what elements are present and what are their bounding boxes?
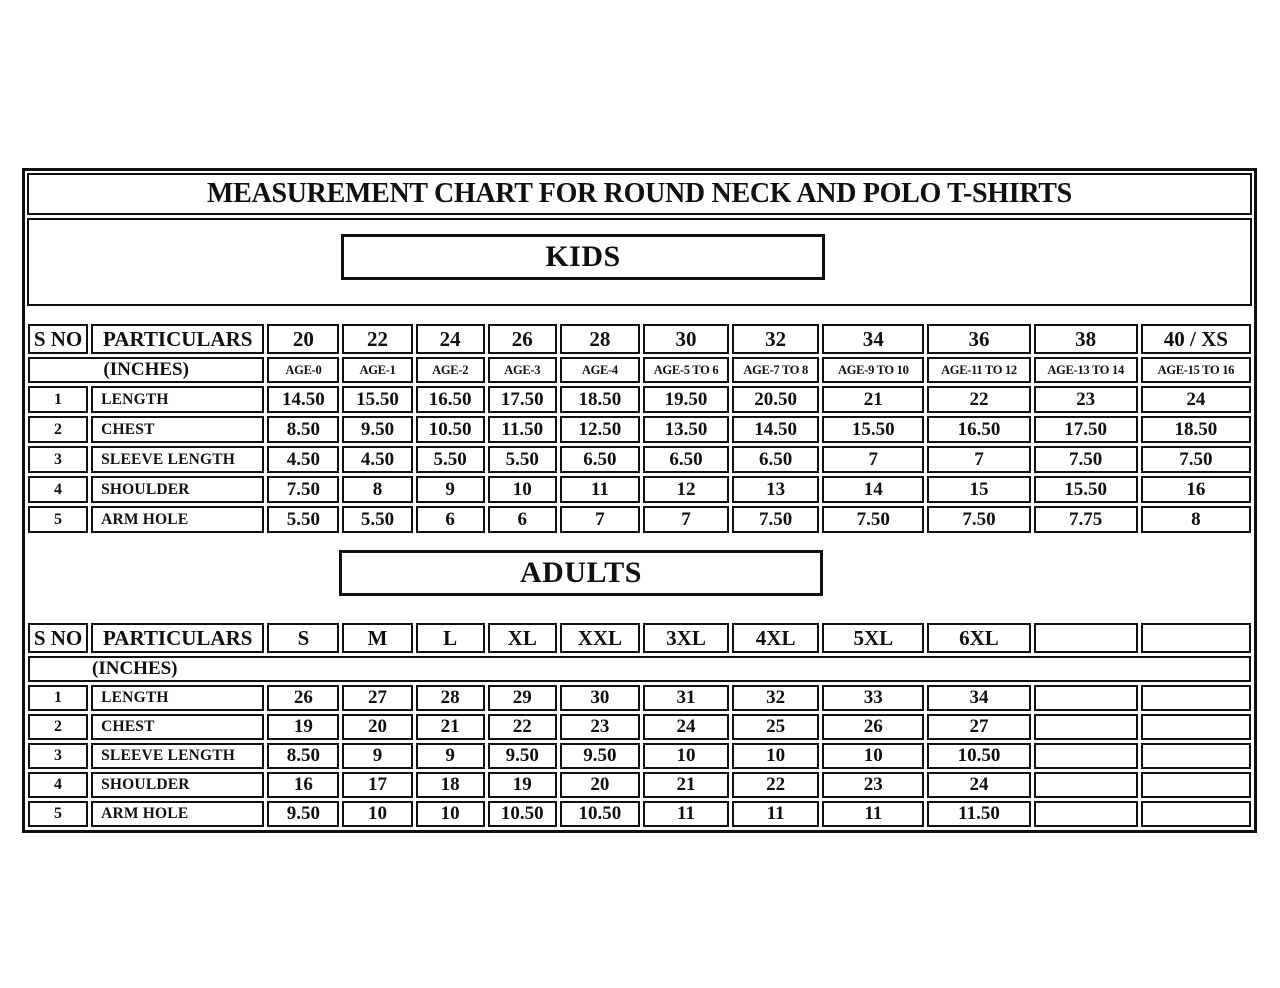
measurement-value	[1034, 685, 1138, 711]
measurement-value: 6.50	[560, 446, 640, 473]
measurement-value: 12.50	[560, 416, 640, 443]
measurement-value: 18.50	[560, 386, 640, 413]
measurement-value: 9.50	[267, 801, 339, 827]
particular-label: LENGTH	[91, 685, 264, 711]
measurement-value	[1141, 772, 1251, 798]
measurement-value: 15.50	[342, 386, 412, 413]
measurement-value: 7.50	[927, 506, 1030, 533]
sno-cell: 1	[28, 386, 88, 413]
age-range-label: AGE-15 TO 16	[1141, 357, 1251, 383]
measurement-value: 23	[822, 772, 924, 798]
measurement-value: 4.50	[342, 446, 412, 473]
age-range-label: AGE-0	[267, 357, 339, 383]
measurement-value: 29	[488, 685, 557, 711]
adults-column-header: 3XL	[643, 623, 729, 653]
measurement-value: 8.50	[267, 743, 339, 769]
sno-cell: 4	[28, 772, 88, 798]
particular-label: LENGTH	[91, 386, 264, 413]
kids-column-header: 24	[416, 324, 485, 354]
measurement-value: 28	[416, 685, 485, 711]
measurement-value: 17.50	[488, 386, 557, 413]
measurement-value: 16.50	[927, 416, 1030, 443]
measurement-value: 7	[560, 506, 640, 533]
measurement-value: 8	[342, 476, 412, 503]
particular-label: CHEST	[91, 714, 264, 740]
measurement-value: 19	[267, 714, 339, 740]
measurement-value: 7.50	[732, 506, 819, 533]
kids-column-header: 36	[927, 324, 1030, 354]
adults-size-table	[25, 620, 1254, 830]
particular-label: SLEEVE LENGTH	[91, 743, 264, 769]
measurement-value: 8	[1141, 506, 1251, 533]
measurement-value: 14.50	[732, 416, 819, 443]
adults-column-header: 4XL	[732, 623, 819, 653]
sno-cell: 1	[28, 685, 88, 711]
measurement-value: 21	[822, 386, 924, 413]
measurement-value: 10	[822, 743, 924, 769]
sno-cell: 4	[28, 476, 88, 503]
measurement-value	[1141, 714, 1251, 740]
measurement-value: 10	[342, 801, 412, 827]
measurement-value	[1141, 801, 1251, 827]
adults-column-header: S	[267, 623, 339, 653]
adults-section-band	[27, 536, 1252, 620]
measurement-value: 22	[488, 714, 557, 740]
measurement-value: 10	[643, 743, 729, 769]
measurement-value: 14	[822, 476, 924, 503]
measurement-value: 7	[643, 506, 729, 533]
measurement-value: 6	[416, 506, 485, 533]
adults-column-header: L	[416, 623, 485, 653]
adults-column-header: XL	[488, 623, 557, 653]
adults-table-row	[28, 743, 1251, 769]
adults-column-header: M	[342, 623, 412, 653]
measurement-value: 34	[927, 685, 1030, 711]
measurement-value: 17.50	[1034, 416, 1138, 443]
measurement-value: 7	[822, 446, 924, 473]
measurement-value: 26	[267, 685, 339, 711]
measurement-value: 8.50	[267, 416, 339, 443]
age-range-label: AGE-9 TO 10	[822, 357, 924, 383]
measurement-value: 16.50	[416, 386, 485, 413]
measurement-value	[1141, 743, 1251, 769]
measurement-value: 19.50	[643, 386, 729, 413]
age-range-label: AGE-2	[416, 357, 485, 383]
measurement-value: 16	[1141, 476, 1251, 503]
kids-column-header: 38	[1034, 324, 1138, 354]
adults-column-header: S NO	[28, 623, 88, 653]
adults-column-header: XXL	[560, 623, 640, 653]
measurement-value: 11	[643, 801, 729, 827]
kids-units-row	[28, 357, 1251, 383]
kids-section-header: KIDS	[341, 234, 825, 280]
measurement-value: 18	[416, 772, 485, 798]
measurement-value: 6.50	[643, 446, 729, 473]
measurement-value: 20	[342, 714, 412, 740]
kids-table-spacer	[25, 306, 1254, 321]
kids-column-header: S NO	[28, 324, 88, 354]
kids-table-row	[28, 416, 1251, 443]
age-range-label: AGE-7 TO 8	[732, 357, 819, 383]
measurement-value: 18.50	[1141, 416, 1251, 443]
measurement-value: 6.50	[732, 446, 819, 473]
measurement-value: 24	[643, 714, 729, 740]
measurement-value: 26	[822, 714, 924, 740]
measurement-value: 7.50	[822, 506, 924, 533]
particular-label: ARM HOLE	[91, 801, 264, 827]
adults-table-row	[28, 772, 1251, 798]
adults-column-header: 5XL	[822, 623, 924, 653]
measurement-value: 21	[643, 772, 729, 798]
kids-column-header: 34	[822, 324, 924, 354]
adults-units-row	[28, 656, 1251, 682]
adults-section-header: ADULTS	[339, 550, 823, 596]
particular-label: ARM HOLE	[91, 506, 264, 533]
age-range-label: AGE-4	[560, 357, 640, 383]
kids-inches-label: (INCHES)	[28, 357, 264, 383]
measurement-value	[1141, 685, 1251, 711]
kids-column-header: 28	[560, 324, 640, 354]
measurement-value: 5.50	[416, 446, 485, 473]
measurement-value: 9.50	[488, 743, 557, 769]
particular-label: SHOULDER	[91, 476, 264, 503]
measurement-value: 20	[560, 772, 640, 798]
measurement-value: 15.50	[1034, 476, 1138, 503]
measurement-value: 24	[1141, 386, 1251, 413]
kids-table-row	[28, 386, 1251, 413]
adults-table-row	[28, 685, 1251, 711]
adults-column-header	[1141, 623, 1251, 653]
age-range-label: AGE-11 TO 12	[927, 357, 1030, 383]
sno-cell: 3	[28, 743, 88, 769]
measurement-value: 7	[927, 446, 1030, 473]
measurement-value: 5.50	[488, 446, 557, 473]
measurement-value: 9	[416, 476, 485, 503]
measurement-value: 11.50	[488, 416, 557, 443]
particular-label: CHEST	[91, 416, 264, 443]
adults-column-header	[1034, 623, 1138, 653]
measurement-value: 20.50	[732, 386, 819, 413]
age-range-label: AGE-13 TO 14	[1034, 357, 1138, 383]
measurement-value: 10.50	[560, 801, 640, 827]
measurement-value: 30	[560, 685, 640, 711]
measurement-value: 14.50	[267, 386, 339, 413]
measurement-value: 27	[342, 685, 412, 711]
kids-table-row	[28, 446, 1251, 473]
measurement-value: 13	[732, 476, 819, 503]
sno-cell: 5	[28, 801, 88, 827]
measurement-value: 7.50	[1141, 446, 1251, 473]
sno-cell: 2	[28, 416, 88, 443]
particular-label: SHOULDER	[91, 772, 264, 798]
measurement-value: 21	[416, 714, 485, 740]
adults-header-row	[28, 623, 1251, 653]
page-title: MEASUREMENT CHART FOR ROUND NECK AND POLO T-SHIRTS	[27, 173, 1252, 215]
kids-column-header: 40 / XS	[1141, 324, 1251, 354]
measurement-value: 22	[732, 772, 819, 798]
adults-table-row	[28, 801, 1251, 827]
measurement-value	[1034, 801, 1138, 827]
measurement-value: 16	[267, 772, 339, 798]
measurement-value: 9	[416, 743, 485, 769]
measurement-value: 12	[643, 476, 729, 503]
measurement-value: 9.50	[342, 416, 412, 443]
measurement-value: 33	[822, 685, 924, 711]
measurement-value: 10	[416, 801, 485, 827]
measurement-value: 4.50	[267, 446, 339, 473]
measurement-value: 19	[488, 772, 557, 798]
age-range-label: AGE-3	[488, 357, 557, 383]
measurement-value: 9.50	[560, 743, 640, 769]
measurement-value: 31	[643, 685, 729, 711]
sno-cell: 5	[28, 506, 88, 533]
measurement-value: 10.50	[416, 416, 485, 443]
measurement-value: 15.50	[822, 416, 924, 443]
measurement-value: 10	[488, 476, 557, 503]
adults-inches-label: (INCHES)	[28, 656, 1251, 682]
kids-column-header: 22	[342, 324, 412, 354]
measurement-value	[1034, 772, 1138, 798]
measurement-value	[1034, 714, 1138, 740]
measurement-value: 11	[560, 476, 640, 503]
measurement-value: 6	[488, 506, 557, 533]
sno-cell: 3	[28, 446, 88, 473]
measurement-value: 11	[822, 801, 924, 827]
measurement-value: 27	[927, 714, 1030, 740]
measurement-value: 25	[732, 714, 819, 740]
measurement-value: 23	[1034, 386, 1138, 413]
measurement-value: 10.50	[488, 801, 557, 827]
measurement-value: 10	[732, 743, 819, 769]
measurement-sheet	[22, 168, 1257, 833]
measurement-value: 9	[342, 743, 412, 769]
measurement-value: 13.50	[643, 416, 729, 443]
measurement-value: 11	[732, 801, 819, 827]
measurement-value: 17	[342, 772, 412, 798]
measurement-value: 7.75	[1034, 506, 1138, 533]
measurement-value: 32	[732, 685, 819, 711]
age-range-label: AGE-1	[342, 357, 412, 383]
kids-size-table	[25, 321, 1254, 536]
measurement-value: 22	[927, 386, 1030, 413]
kids-table-row	[28, 476, 1251, 503]
measurement-value: 7.50	[1034, 446, 1138, 473]
age-range-label: AGE-5 TO 6	[643, 357, 729, 383]
measurement-value: 10.50	[927, 743, 1030, 769]
measurement-value: 23	[560, 714, 640, 740]
measurement-value: 7.50	[267, 476, 339, 503]
kids-table-row	[28, 506, 1251, 533]
adults-column-header: 6XL	[927, 623, 1030, 653]
particular-label: SLEEVE LENGTH	[91, 446, 264, 473]
sno-cell: 2	[28, 714, 88, 740]
kids-column-header: PARTICULARS	[91, 324, 264, 354]
measurement-value: 5.50	[267, 506, 339, 533]
kids-section-band	[27, 218, 1252, 306]
measurement-value: 24	[927, 772, 1030, 798]
measurement-value: 15	[927, 476, 1030, 503]
kids-column-header: 20	[267, 324, 339, 354]
kids-header-row	[28, 324, 1251, 354]
kids-column-header: 32	[732, 324, 819, 354]
measurement-value: 11.50	[927, 801, 1030, 827]
measurement-value: 5.50	[342, 506, 412, 533]
kids-column-header: 26	[488, 324, 557, 354]
measurement-value	[1034, 743, 1138, 769]
adults-column-header: PARTICULARS	[91, 623, 264, 653]
kids-column-header: 30	[643, 324, 729, 354]
adults-table-row	[28, 714, 1251, 740]
